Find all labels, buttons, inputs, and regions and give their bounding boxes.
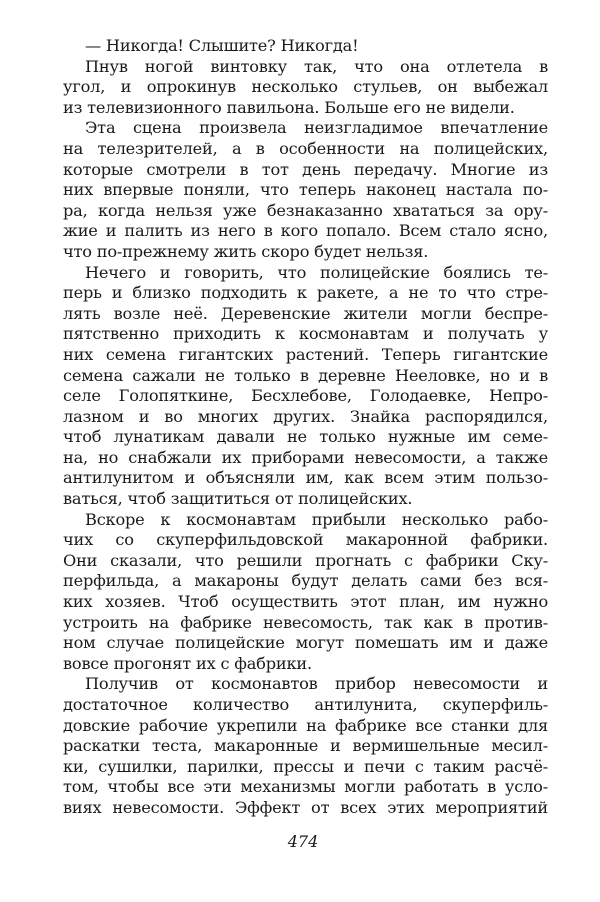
paragraph: [63, 674, 548, 818]
paragraph: [63, 36, 548, 57]
text-line: раскатки теста, макаронные и вермишельные месил-: [63, 736, 548, 756]
paragraph: [63, 510, 548, 675]
text-line: Пнув ногой винтовку так, что она отлетела в: [85, 56, 548, 76]
text-line: ких хозяев. Чтоб осуществить этот план, им нужно: [63, 592, 548, 612]
text-line: что по-прежнему жить скоро будет нельзя.: [63, 241, 429, 261]
page-body-text: [63, 36, 548, 819]
text-line: ки, сушилки, парилки, прессы и печи с таким расчё-: [63, 756, 548, 776]
paragraph: [63, 57, 548, 119]
text-line: из телевизионного павильона. Больше его не видели.: [63, 97, 515, 117]
text-line: Эта сцена произвела неизгладимое впечатление: [85, 118, 548, 138]
text-line: ваться, чтоб защититься от полицейских.: [63, 489, 413, 509]
paragraph: [63, 263, 548, 510]
text-line: — Никогда! Слышите? Никогда!: [85, 36, 359, 55]
text-line: ном случае полицейские могут помешать им и даже: [63, 633, 548, 653]
text-line: угол, и опрокинув несколько стульев, он выбежал: [63, 77, 548, 97]
text-line: довские рабочие укрепили на фабрике все станки для: [63, 715, 548, 735]
page-number: 474: [287, 832, 319, 851]
text-line: перь и близко подходить к ракете, а не то что стре-: [63, 283, 548, 303]
text-line: вовсе прогонят их с фабрики.: [63, 653, 312, 673]
text-line: лять возле неё. Деревенские жители могли беспре-: [63, 303, 548, 323]
text-line: них семена гигантских растений. Теперь гигантские: [63, 344, 548, 364]
text-line: на телезрителей, а в особенности на полицейских,: [63, 138, 548, 158]
text-line: Они сказали, что решили прогнать с фабрики Ску-: [63, 550, 548, 570]
text-line: селе Голопяткине, Бесхлебове, Голодаевке, Непро-: [63, 386, 548, 406]
text-line: пятственно приходить к космонавтам и получать у: [63, 324, 548, 344]
text-line: чтоб лунатикам давали не только нужные им семе-: [63, 427, 548, 447]
text-line: Вскоре к космонавтам прибыли несколько рабо-: [85, 509, 548, 529]
text-line: на, но снабжали их приборами невесомости, а также: [63, 447, 548, 467]
text-line: том, чтобы все эти механизмы могли работать в усло-: [63, 777, 548, 797]
text-line: Нечего и говорить, что полицейские боялись те-: [85, 262, 548, 282]
text-line: виях невесомости. Эффект от всех этих мероприятий: [63, 797, 548, 817]
text-line: ра, когда нельзя уже безнаказанно хвататься за ору-: [63, 200, 548, 220]
text-line: чих со скуперфильдовской макаронной фабрики.: [63, 530, 548, 550]
text-line: Получив от космонавтов прибор невесомости и: [85, 674, 548, 694]
text-line: антилунитом и объясняли им, как всем этим пользо-: [63, 468, 548, 488]
text-line: семена сажали не только в деревне Нееловке, но и в: [63, 365, 548, 385]
text-line: которые смотрели в тот день передачу. Многие из: [63, 159, 548, 179]
text-line: перфильда, а макароны будут делать сами без вся-: [63, 571, 548, 591]
text-line: них впервые поняли, что теперь наконец настала по-: [63, 180, 548, 200]
text-line: жие и палить из него в кого попало. Всем стало ясно,: [63, 221, 548, 241]
paragraph: [63, 118, 548, 262]
text-line: достаточное количество антилунита, скуперфиль-: [63, 695, 548, 714]
text-line: лазном и во многих других. Знайка распорядился,: [63, 406, 548, 426]
text-line: устроить на фабрике невесомость, так как в против-: [63, 612, 548, 632]
